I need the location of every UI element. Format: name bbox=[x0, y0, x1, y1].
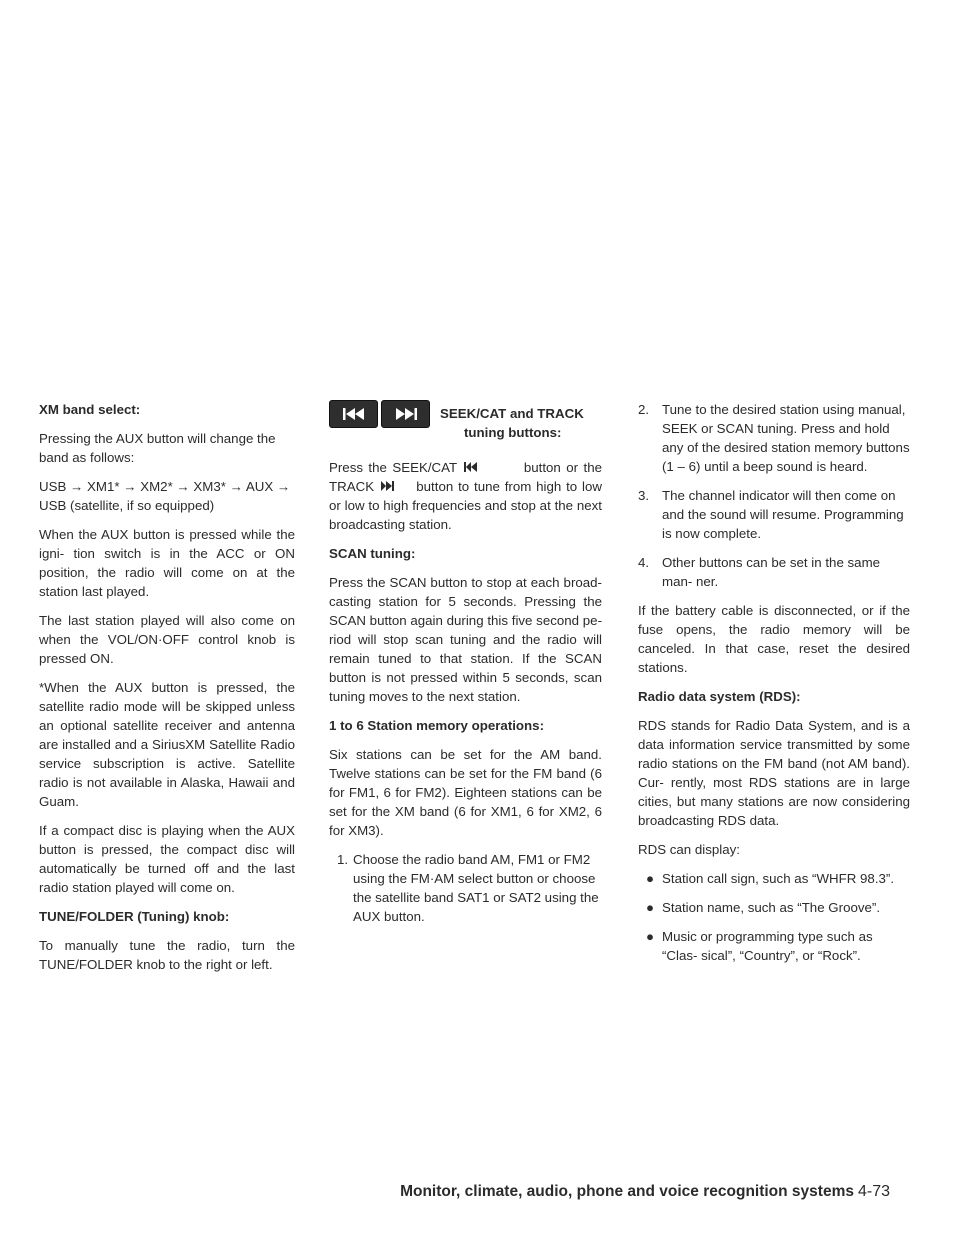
skip-back-icon bbox=[464, 462, 478, 472]
bullet-icon: ● bbox=[646, 929, 655, 944]
text-span: Press the SEEK/CAT bbox=[329, 460, 457, 475]
paragraph: *When the AUX button is pressed, the satellite radio mode will be skipped unless an optional satellite receiver and antenna are installed and a SiriusXM Satellite Radio service subscription is active. Satellite radio is not available in Alaska, Hawaii and Guam. bbox=[39, 680, 295, 809]
paragraph: The last station played will also come on when the VOL/ON·OFF control knob is pressed ON. bbox=[39, 613, 295, 666]
xm-band-heading: XM band select: bbox=[39, 402, 141, 417]
column-middle bbox=[329, 400, 602, 936]
memory-steps bbox=[329, 850, 602, 926]
list-item bbox=[638, 869, 910, 888]
tune-folder-heading: TUNE/FOLDER (Tuning) knob: bbox=[39, 909, 230, 924]
step-number: 3. bbox=[638, 488, 650, 503]
skip-forward-icon bbox=[381, 481, 395, 491]
paragraph: If the battery cable is disconnected, or if the fuse opens, the radio memory will be canceled. In that case, reset the desired stations. bbox=[638, 603, 910, 675]
text-span: button or the TRACK bbox=[329, 460, 602, 494]
bullet-text: Music or programming type such as “Clas- sical”, “Country”, or “Rock”. bbox=[662, 929, 873, 963]
bullet-icon: ● bbox=[646, 900, 655, 915]
list-item bbox=[638, 927, 910, 965]
bullet-icon: ● bbox=[646, 871, 655, 886]
list-item bbox=[638, 400, 910, 476]
paragraph: Six stations can be set for the AM band. Twelve stations can be set for the FM band (6 for FM1, 6 for FM2). Eighteen stations can be set for the XM band (6 for XM1, 6 for XM2, 6 for XM3). bbox=[329, 747, 602, 838]
list-item bbox=[638, 553, 910, 591]
band-sequence: USB → XM1* → XM2* → XM3* → AUX → USB (satellite, if so equipped) bbox=[39, 479, 291, 513]
paragraph: RDS can display: bbox=[638, 842, 740, 857]
rds-bullets bbox=[638, 869, 910, 965]
memory-heading: 1 to 6 Station memory operations: bbox=[329, 718, 545, 733]
column-left bbox=[39, 400, 295, 984]
step-number: 1. bbox=[337, 852, 349, 867]
rds-heading: Radio data system (RDS): bbox=[638, 689, 801, 704]
list-item bbox=[638, 898, 910, 917]
paragraph: If a compact disc is playing when the AUX button is pressed, the compact disc will automatically be turned off and the last radio station played will come on. bbox=[39, 823, 295, 895]
seek-track-heading bbox=[440, 400, 584, 442]
page-footer bbox=[400, 1183, 890, 1201]
step-number: 2. bbox=[638, 402, 650, 417]
paragraph: Pressing the AUX button will change the band as follows: bbox=[39, 431, 276, 465]
paragraph: When the AUX button is pressed while the igni- tion switch is in the ACC or ON position, the radio will come on at the station last played. bbox=[39, 527, 295, 599]
bullet-text: Station call sign, such as “WHFR 98.3”. bbox=[662, 871, 895, 886]
step-text: Tune to the desired station using manual, SEEK or SCAN tuning. Press and hold any of the desired station memory buttons (1 – 6) until a beep sound is heard. bbox=[662, 402, 910, 474]
scan-heading: SCAN tuning: bbox=[329, 546, 416, 561]
track-forward-button-illustration bbox=[381, 400, 430, 428]
list-item bbox=[329, 850, 602, 926]
memory-steps-continued bbox=[638, 400, 910, 591]
seek-back-button-illustration bbox=[329, 400, 378, 428]
step-text: Choose the radio band AM, FM1 or FM2 using the FM·AM select button or choose the satellite band SAT1 or SAT2 using the AUX button. bbox=[353, 852, 599, 924]
skip-forward-icon bbox=[394, 408, 418, 420]
step-text: Other buttons can be set in the same man- ner. bbox=[662, 555, 881, 589]
paragraph: To manually tune the radio, turn the TUNE/FOLDER knob to the right or left. bbox=[39, 938, 295, 972]
paragraph: Press the SCAN button to stop at each broad- casting station for 5 seconds. Pressing the SCAN button again during this five second pe- riod will stop scan tuning and the radio will remain tuned to that station. If the SCAN button is not pressed within 5 seconds, scan tuning moves to the next station. bbox=[329, 575, 602, 704]
heading-line: SEEK/CAT and TRACK bbox=[440, 406, 584, 421]
seek-track-header bbox=[329, 400, 602, 458]
step-text: The channel indicator will then come on and the sound will resume. Programming is now complete. bbox=[662, 488, 904, 541]
section-title: Monitor, climate, audio, phone and voice recognition systems bbox=[400, 1183, 854, 1200]
step-number: 4. bbox=[638, 555, 650, 570]
column-right bbox=[638, 400, 910, 975]
skip-back-icon bbox=[342, 408, 366, 420]
bullet-text: Station name, such as “The Groove”. bbox=[662, 900, 881, 915]
heading-line: tuning buttons: bbox=[464, 425, 562, 440]
text-span: button to tune from high to low or low to high frequencies and stop at the next broadcasting station. bbox=[329, 479, 602, 532]
list-item bbox=[638, 486, 910, 543]
seek-paragraph bbox=[329, 458, 602, 534]
paragraph: RDS stands for Radio Data System, and is a data information service transmitted by some radio stations on the FM band (not AM band). Cur- rently, most RDS stations are in large cities, but many stations are now considering broadcasting RDS data. bbox=[638, 718, 910, 828]
page-number: 4-73 bbox=[857, 1183, 890, 1200]
